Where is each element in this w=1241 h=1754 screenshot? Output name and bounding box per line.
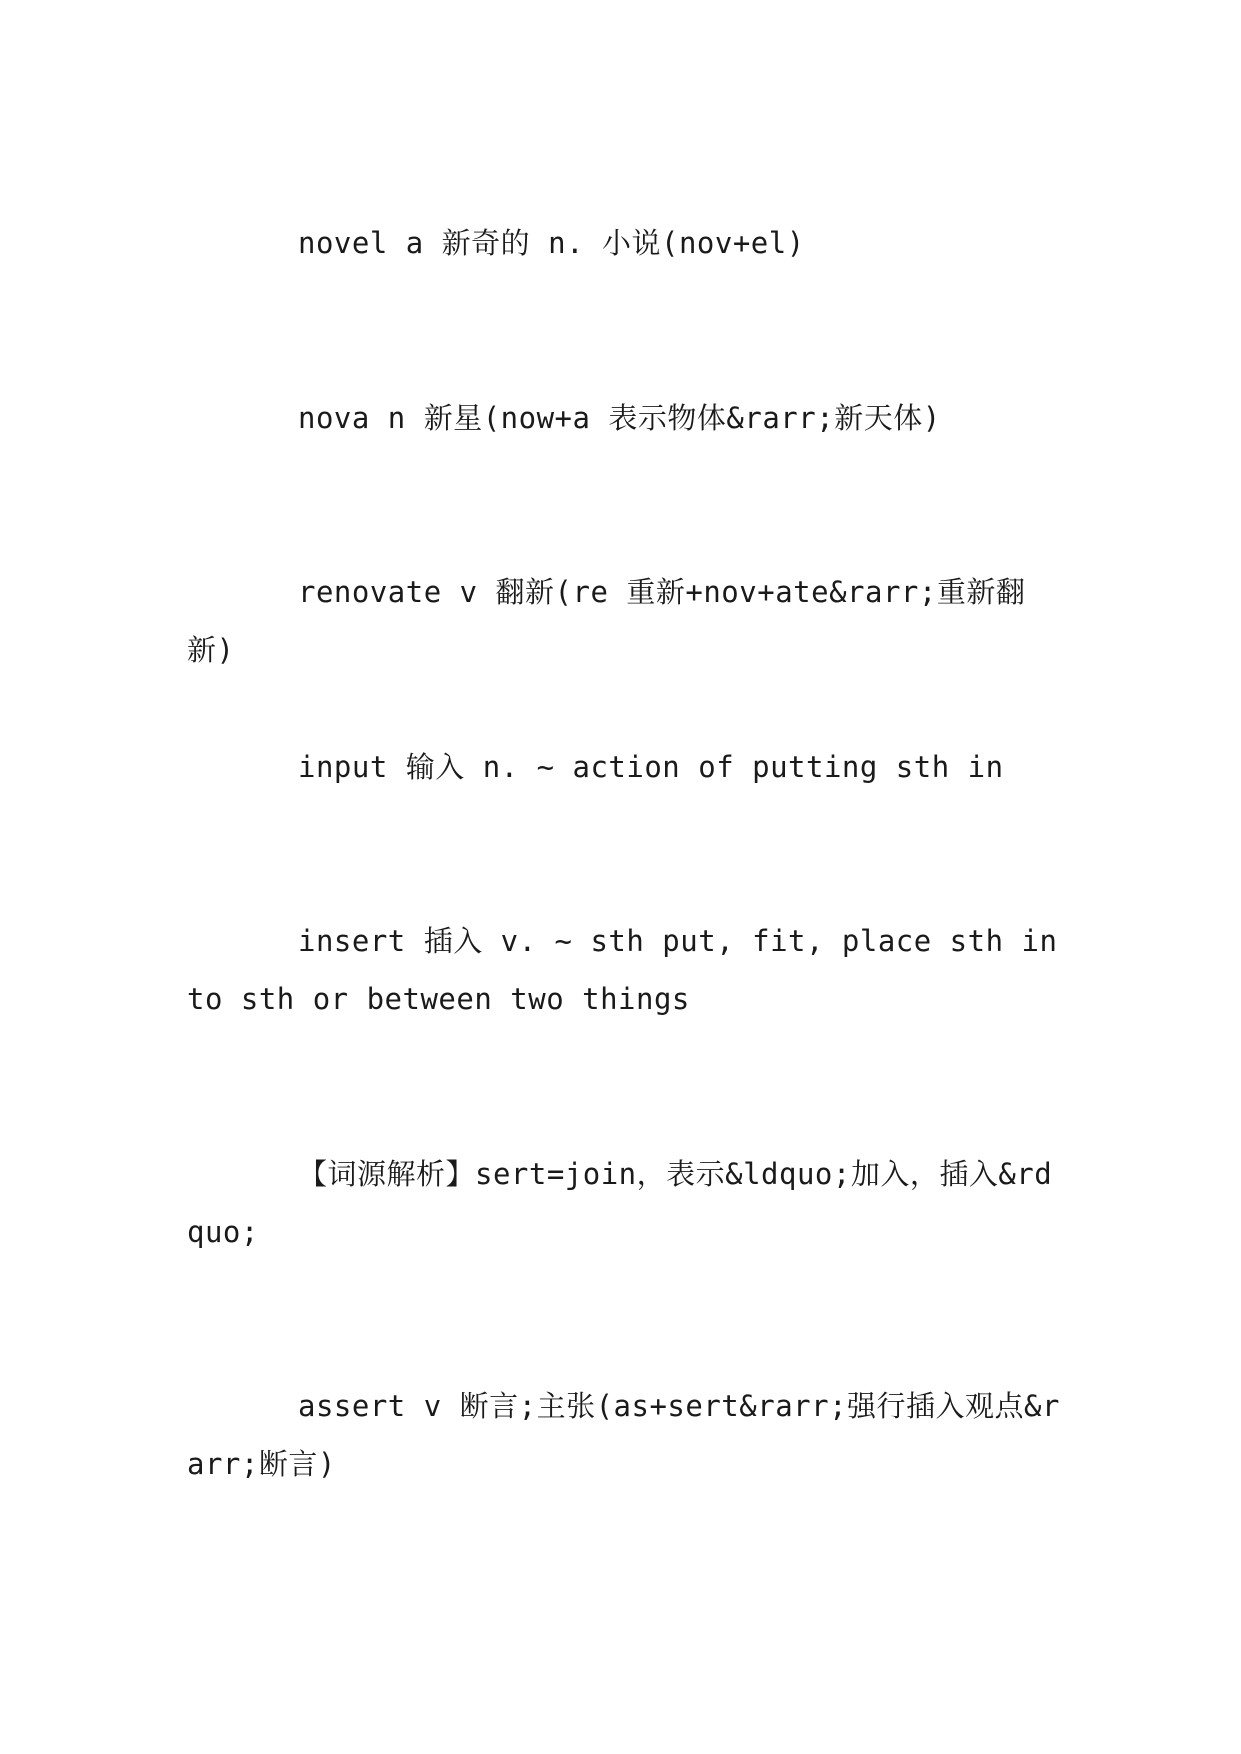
etymology-note: 【词源解析】sert=join，表示&ldquo;加入，插入&rdquo; xyxy=(187,1157,1053,1249)
entry-insert: insert 插入 v. ~ sth put, fit, place sth into sth or between two things xyxy=(187,924,1058,1016)
entry-assert: assert v 断言;主张(as+sert&rarr;强行插入观点&rarr;断言) xyxy=(187,1389,1060,1481)
entry-input: input 输入 n. ~ action of putting sth in xyxy=(298,750,1004,784)
entry-novel: novel a 新奇的 n. 小说(nov+el) xyxy=(298,226,805,260)
entry-renovate: renovate v 翻新(re 重新+nov+ate&rarr;重新翻新) xyxy=(187,575,1026,667)
entry-nova: nova n 新星(now+a 表示物体&rarr;新天体) xyxy=(298,401,941,435)
